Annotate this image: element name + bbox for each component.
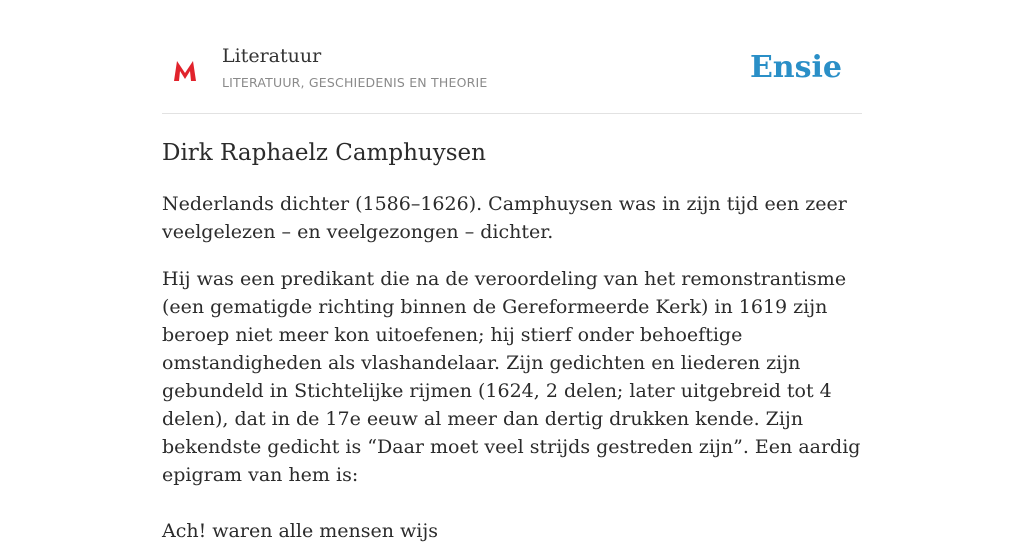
m-logo-icon[interactable] — [172, 58, 198, 84]
poem-line: Ach! waren alle mensen wijs — [162, 520, 438, 542]
brand-logo[interactable]: Ensie — [749, 50, 842, 85]
article — [162, 136, 862, 545]
site-subtitle: LITERATUUR, GESCHIEDENIS EN THEORIE — [222, 75, 488, 90]
article-title: Dirk Raphaelz Camphuysen — [162, 140, 486, 166]
article-paragraph-1: Nederlands dichter (1586–1626). Camphuysen was in zijn tijd een zeer veelgelezen – en veelgezongen – dichter. — [162, 193, 847, 243]
site-header — [162, 40, 862, 114]
article-paragraph-2: Hij was een predikant die na de veroordeling van het remonstrantisme (een gematigde richting binnen de Gereformeerde Kerk) in 1619 zijn beroep niet meer kon uitoefenen; hij stierf onder behoeftige omstandigheden als vlashandelaar. Zijn gedichten en liederen zijn gebundeld in Stichtelijke rijmen (1624, 2 delen; later uitgebreid tot 4 delen), dat in de 17e eeuw al meer dan dertig drukken kende. Zijn bekendste gedicht is “Daar moet veel strijds gestreden zijn”. Een aardig epigram van hem is: — [162, 268, 861, 486]
site-title[interactable]: Literatuur — [222, 45, 322, 67]
